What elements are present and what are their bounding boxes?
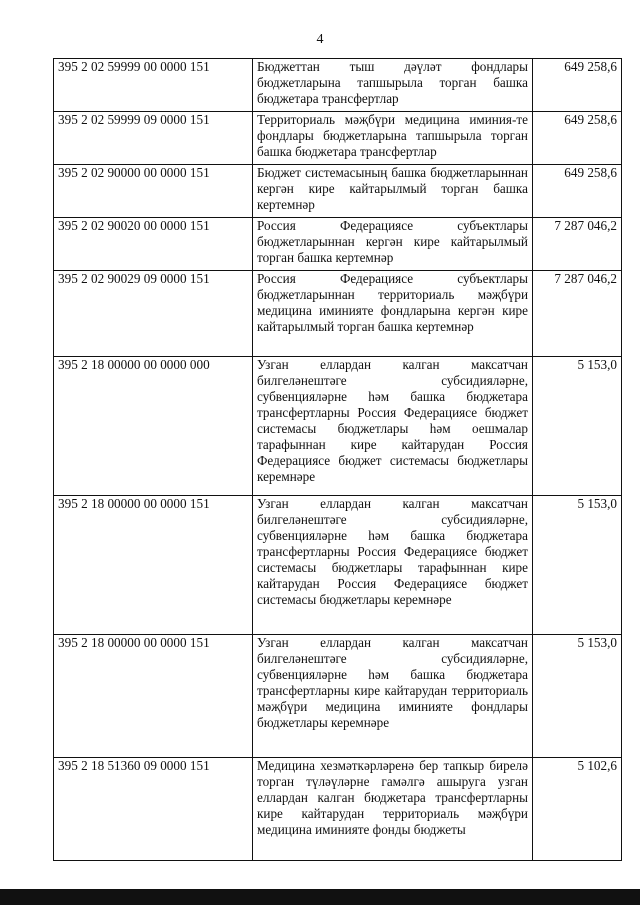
budget-code: 395 2 02 90000 00 0000 151: [54, 165, 253, 218]
item-sum: 5 153,0: [533, 357, 622, 496]
table-row: [54, 165, 622, 218]
item-sum: 5 153,0: [533, 496, 622, 635]
item-name: Узган еллардан калган максатчан билгеләнештәге субсидияләрне, субвенцияләрне һәм башка бюджетара трансфертларны кире кайтарудан территориаль мәҗбүри медицина иминияте фондлары бюджетлары керемнәре: [253, 635, 533, 758]
budget-code: 395 2 02 90020 00 0000 151: [54, 218, 253, 271]
table-row: [54, 758, 622, 861]
item-name: Россия Федерациясе субъектлары бюджетларыннан территориаль мәҗбүри медицина иминияте фондларына кергән кире кайтарылмый торган башка кертемнәр: [253, 271, 533, 357]
budget-code: 395 2 02 59999 09 0000 151: [54, 112, 253, 165]
item-name: Бюджеттан тыш дәүләт фондлары бюджетларына тапшырыла торган башка бюджетара трансфертлар: [253, 59, 533, 112]
item-sum: 5 102,6: [533, 758, 622, 861]
item-name: Россия Федерациясе субъектлары бюджетларыннан кергән кире кайтарылмый торган башка кертемнәр: [253, 218, 533, 271]
budget-code: 395 2 02 90029 09 0000 151: [54, 271, 253, 357]
item-name: Территориаль мәҗбүри медицина иминия-те фондлары бюджетларына тапшырыла торган башка бюджетара трансфертлар: [253, 112, 533, 165]
item-sum: 649 258,6: [533, 112, 622, 165]
table-row: [54, 112, 622, 165]
item-sum: 649 258,6: [533, 165, 622, 218]
table-row: [54, 59, 622, 112]
item-sum: 7 287 046,2: [533, 271, 622, 357]
budget-code: 395 2 18 00000 00 0000 151: [54, 635, 253, 758]
item-sum: 5 153,0: [533, 635, 622, 758]
scan-bottom-edge: [0, 889, 640, 905]
budget-code: 395 2 02 59999 00 0000 151: [54, 59, 253, 112]
budget-code: 395 2 18 51360 09 0000 151: [54, 758, 253, 861]
table-row: [54, 218, 622, 271]
budget-table: [53, 58, 622, 861]
table-row: [54, 357, 622, 496]
table-row: [54, 635, 622, 758]
item-sum: 649 258,6: [533, 59, 622, 112]
budget-code: 395 2 18 00000 00 0000 151: [54, 496, 253, 635]
item-sum: 7 287 046,2: [533, 218, 622, 271]
table-row: [54, 496, 622, 635]
table-row: [54, 271, 622, 357]
item-name: Медицина хезмәткәрләренә бер тапкыр бирелә торган түләүләрне гамәлгә ашыруга узган еллардан калган бюджетара трансфертларны кире кайтарудан территориаль мәҗбүри медицина иминияте фонды бюджеты: [253, 758, 533, 861]
item-name: Бюджет системасының башка бюджетларыннан кергән кире кайтарылмый торган башка кертемнәр: [253, 165, 533, 218]
item-name: Узган еллардан калган максатчан билгеләнештәге субсидияләрне, субвенцияләрне һәм башка бюджетара трансфертларны Россия Федерациясе бюджет системасы бюджетлары тарафыннан кире кайтарудан Россия Федерациясе бюджет системасы бюджетлары керемнәре: [253, 496, 533, 635]
item-name: Узган еллардан калган максатчан билгеләнештәге субсидияләрне, субвенцияләрне һәм башка бюджетара трансфертларны Россия Федерациясе бюджет системасы бюджетлары һәм оешмалар тарафыннан кире кайтарудан Россия Федерациясе бюджет системасы бюджетлары керемнәре: [253, 357, 533, 496]
page-number: 4: [316, 32, 324, 47]
budget-code: 395 2 18 00000 00 0000 000: [54, 357, 253, 496]
